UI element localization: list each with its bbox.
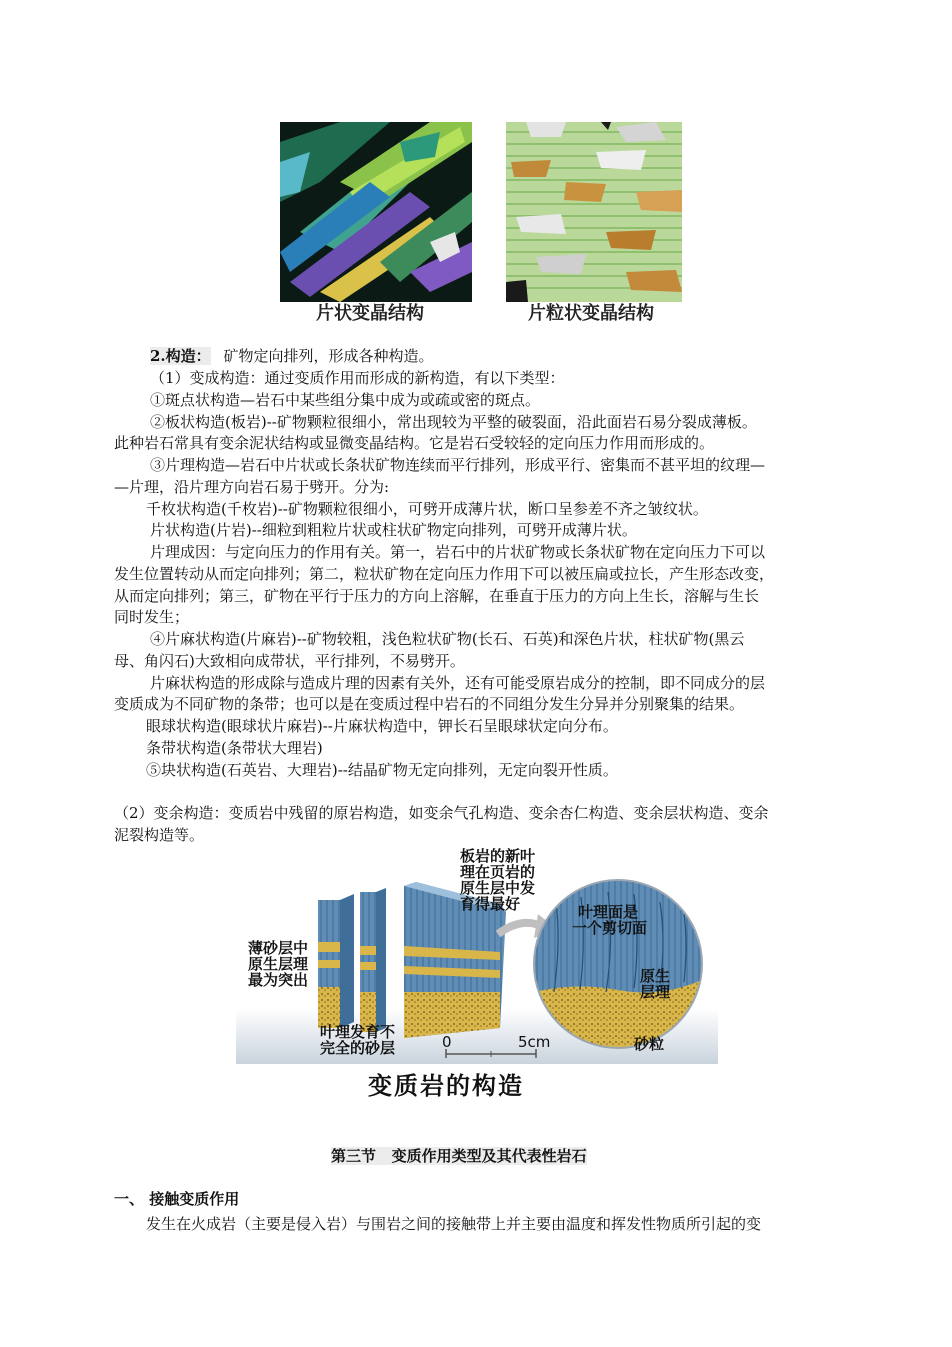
para-7b: 发生位置转动从而定向排列；第二，粒状矿物在定向压力作用下可以被压扁或拉长，产生形态改变， bbox=[114, 565, 775, 583]
label-top-line: 理在页岩的 bbox=[460, 863, 536, 881]
figure-micrographs bbox=[276, 116, 686, 326]
section-heading bbox=[150, 345, 433, 367]
para-1: （1）变成构造：通过变质作用而形成的新构造，有以下类型： bbox=[150, 369, 565, 387]
label-primary-bedding bbox=[640, 968, 670, 1000]
para-5: 千枚状构造(千枚岩)--矿物颗粒很细小，可劈开成薄片状，断口呈参差不齐之皱纹状。 bbox=[146, 500, 708, 518]
label-primary-line: 原生 bbox=[640, 967, 671, 985]
section-title bbox=[331, 1145, 587, 1167]
label-top-line: 板岩的新叶 bbox=[460, 847, 536, 865]
para-7c: 从而定向排列；第三，矿物在平行于压力的方向上溶解，在垂直于压力的方向上生长，溶解与生长 bbox=[114, 587, 760, 605]
para-2: ①斑点状构造—岩石中某些组分集中成为或疏或密的斑点。 bbox=[150, 391, 541, 409]
para-3b: 此种岩石常具有变余泥状结构或显微变晶结构。它是岩石受较轻的定向压力作用而形成的。 bbox=[114, 434, 715, 452]
para-3a: ②板状构造(板岩)--矿物颗粒很细小，常出现较为平整的破裂面，沿此面岩石易分裂成薄板。 bbox=[150, 413, 757, 431]
para-4a: ③片理构造—岩石中片状或长条状矿物连续而平行排列，形成平行、密集而不甚平坦的纹理— bbox=[150, 456, 766, 474]
label-circle-line: 一个剪切面 bbox=[572, 919, 648, 937]
para-8b: 母、角闪石)大致相向成带状，平行排列，不易劈开。 bbox=[114, 652, 465, 670]
para-6: 片状构造(片岩)--细粒到粗粒片状或柱状矿物定向排列，可劈开成薄片状。 bbox=[150, 521, 637, 539]
label-sand-grain: 砂粒 bbox=[634, 1035, 665, 1053]
para-13a: （2）变余构造：变质岩中残留的原岩构造，如变余气孔构造、变余杏仁构造、变余层状构造、变余 bbox=[114, 804, 769, 822]
caption-right: 片粒状变晶结构 bbox=[528, 303, 654, 324]
caption-left: 片状变晶结构 bbox=[316, 303, 424, 324]
label-bottom-line: 完全的砂层 bbox=[320, 1039, 396, 1057]
para-12: ⑤块状构造(石英岩、大理岩)--结晶矿物无定向排列，无定向裂开性质。 bbox=[146, 761, 618, 779]
scale-five: 5cm bbox=[518, 1033, 551, 1051]
figure-structure bbox=[236, 842, 718, 1098]
label-left-line: 薄砂层中 bbox=[248, 939, 309, 957]
label-top bbox=[460, 848, 535, 912]
para-9b: 变质成为不同矿物的条带；也可以是在变质过程中岩石的不同组分发生分异并分别聚集的结果。 bbox=[114, 695, 745, 713]
label-top-line: 育得最好 bbox=[460, 895, 521, 913]
label-left bbox=[248, 940, 308, 988]
label-left-line: 最为突出 bbox=[248, 971, 309, 989]
section-title-text: 第三节 变质作用类型及其代表性岩石 bbox=[331, 1147, 587, 1165]
label-circle bbox=[572, 904, 647, 936]
granoblastic-schistose-texture-image bbox=[506, 122, 682, 302]
heading-desc: 矿物定向排列，形成各种构造。 bbox=[223, 347, 434, 365]
para-7a: 片理成因：与定向压力的作用有关。第一，岩石中的片状矿物或长条状矿物在定向压力下可以 bbox=[150, 543, 766, 561]
figure-caption: 变质岩的构造 bbox=[368, 1071, 524, 1100]
para-4b: —片理，沿片理方向岩石易于劈开。分为: bbox=[114, 478, 390, 496]
label-bottom bbox=[320, 1024, 395, 1056]
sub-heading bbox=[114, 1188, 239, 1210]
heading-label: 2.构造： bbox=[150, 347, 211, 365]
para-9a: 片麻状构造的形成除与造成片理的因素有关外，还有可能受原岩成分的控制，即不同成分的层 bbox=[150, 674, 766, 692]
para-8a: ④片麻状构造(片麻岩)--矿物较粗，浅色粒状矿物(长石、石英)和深色片状，柱状矿物(黑云 bbox=[150, 630, 745, 648]
para-7d: 同时发生； bbox=[114, 608, 190, 626]
para-13b: 泥裂构造等。 bbox=[114, 826, 205, 844]
para-11: 条带状构造(条带状大理岩) bbox=[146, 739, 323, 757]
label-top-line: 原生层中发 bbox=[460, 879, 536, 897]
label-primary-line: 层理 bbox=[640, 983, 671, 1001]
scale-zero: 0 bbox=[442, 1033, 452, 1051]
section3-para-1: 发生在火成岩（主要是侵入岩）与围岩之间的接触带上并主要由温度和挥发性物质所引起的变 bbox=[146, 1215, 762, 1233]
sub-heading-text: 一、 接触变质作用 bbox=[114, 1190, 240, 1208]
para-10: 眼球状构造(眼球状片麻岩)--片麻状构造中，钾长石呈眼球状定向分布。 bbox=[146, 717, 618, 735]
label-circle-line: 叶理面是 bbox=[578, 903, 639, 921]
label-bottom-line: 叶理发育不 bbox=[320, 1023, 396, 1041]
schistose-texture-image bbox=[280, 122, 472, 302]
label-left-line: 原生层理 bbox=[248, 955, 309, 973]
